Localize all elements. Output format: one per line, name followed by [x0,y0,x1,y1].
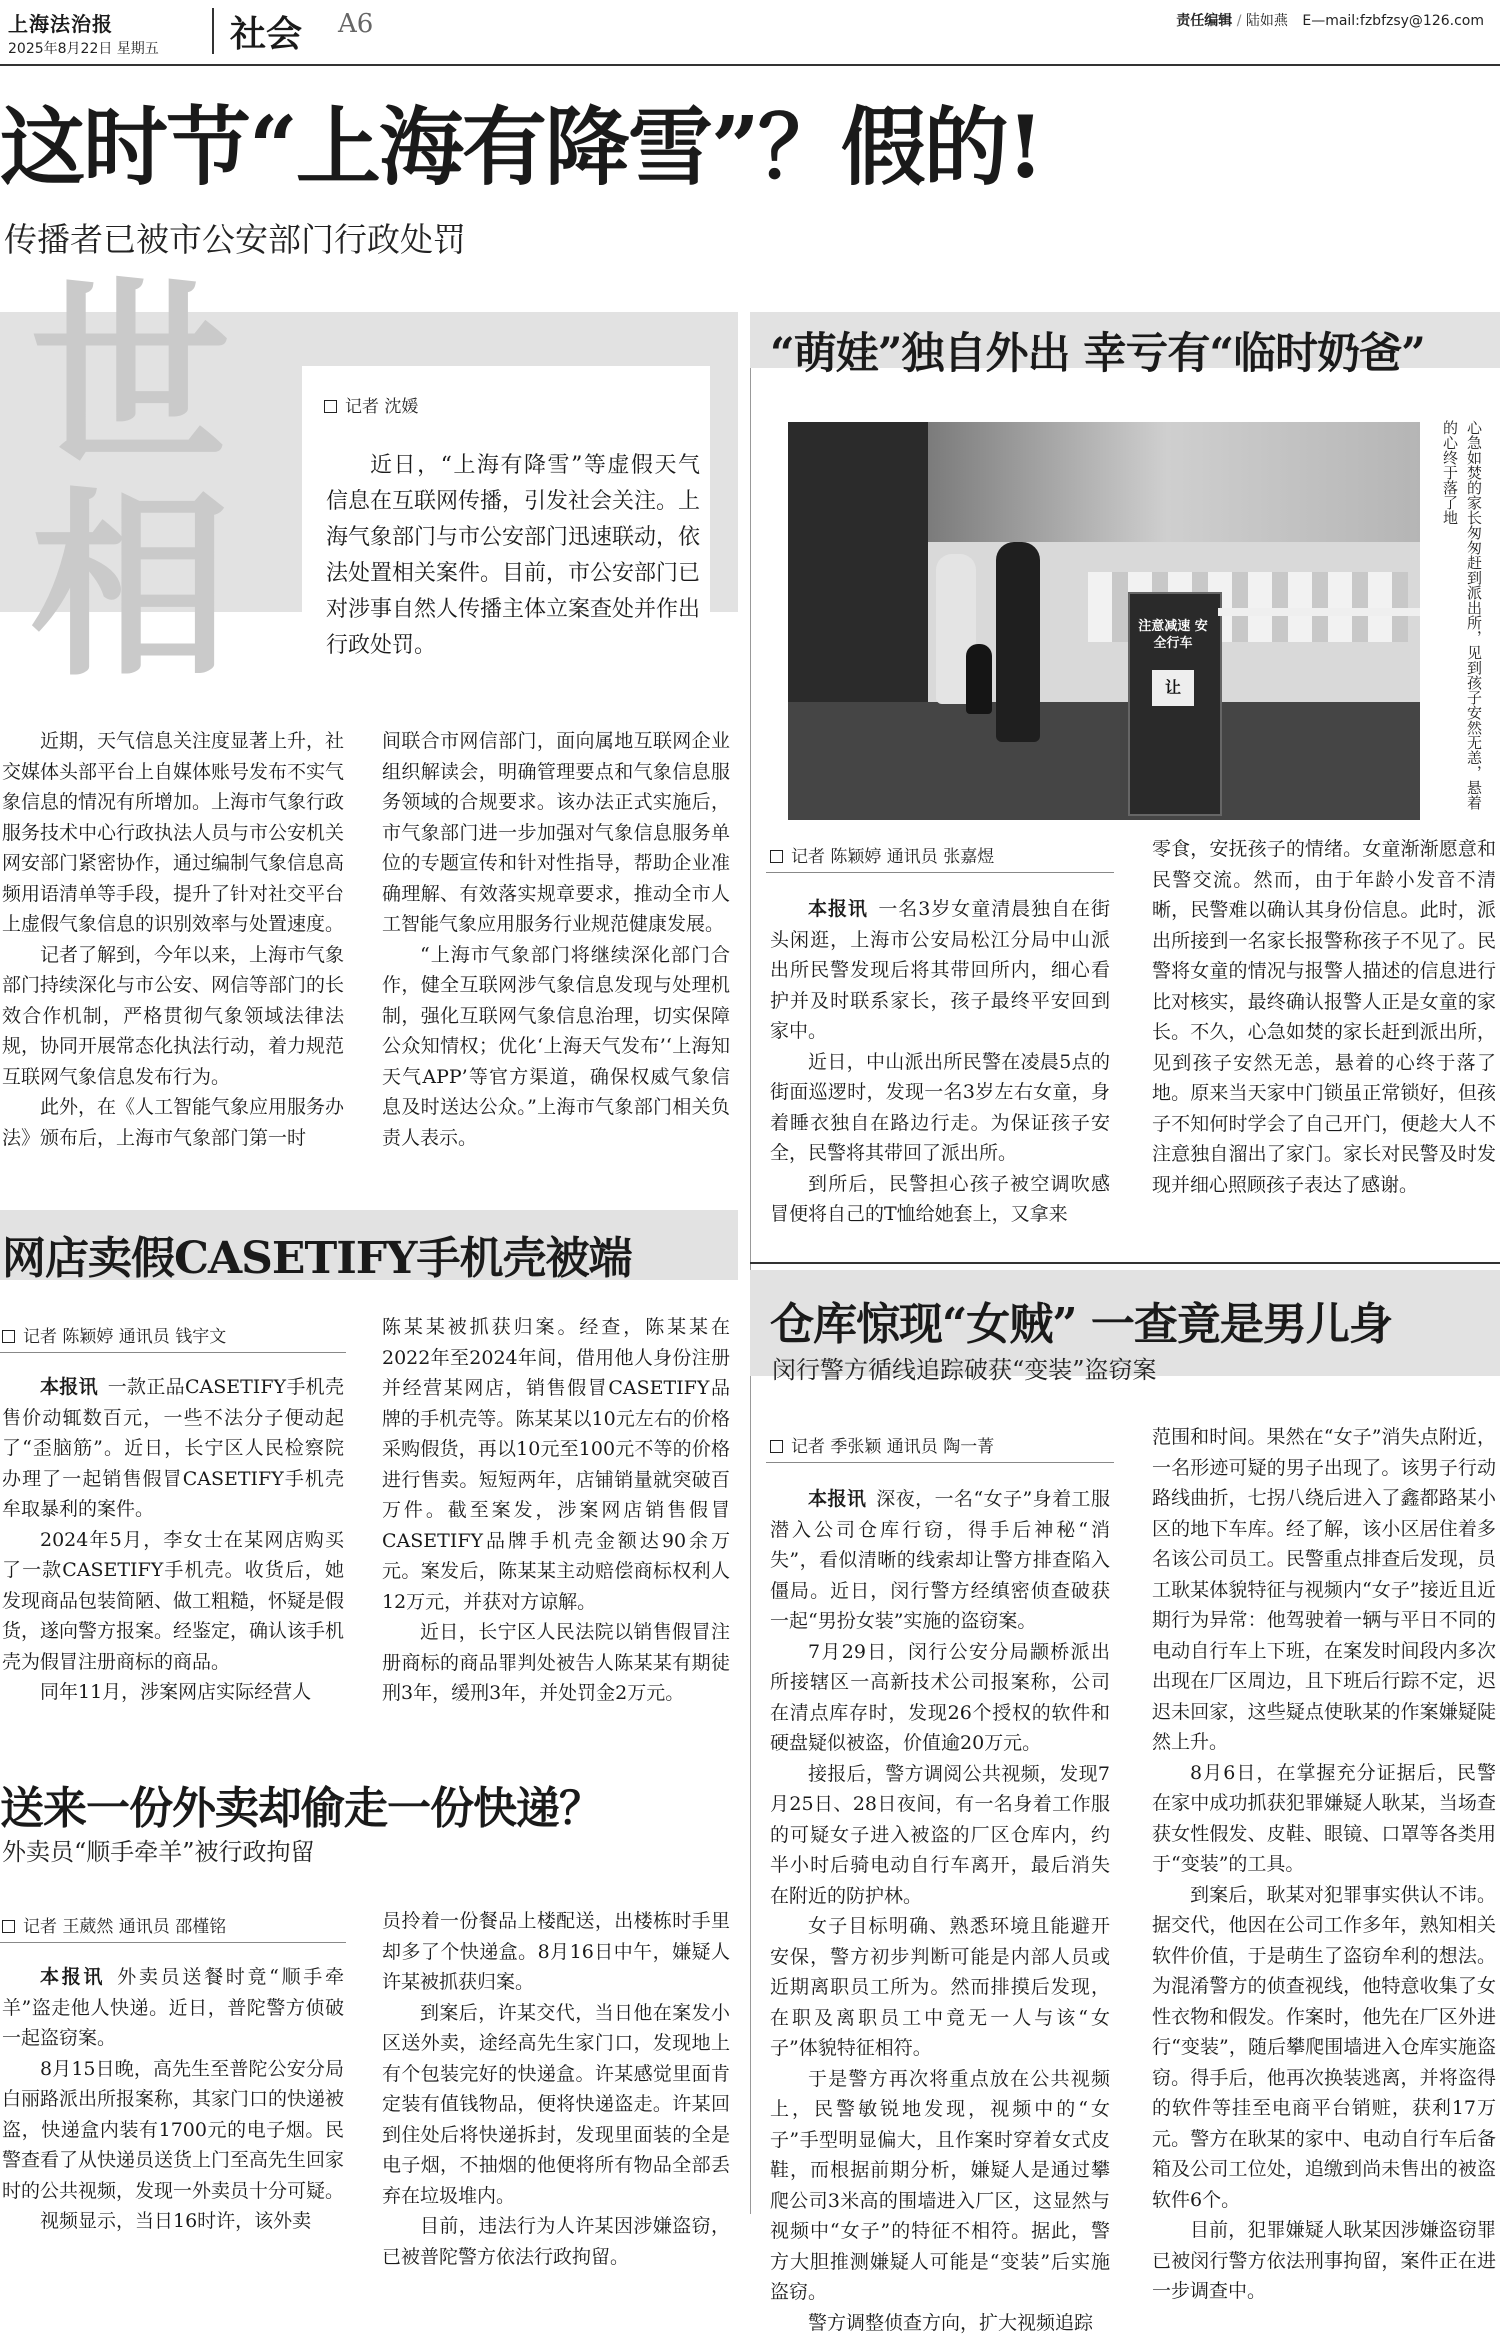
photo-barrier-arm [1218,608,1420,616]
paragraph: 目前，犯罪嫌疑人耿某因涉嫌盗窃罪已被闵行警方依法刑事拘留，案件正在进一步调查中。 [1152,2215,1496,2307]
article3-col1 [2,1372,344,1708]
lede-label: 本报讯 [40,1376,98,1398]
paragraph: 间联合市网信部门，面向属地互联网企业组织解读会，明确管理要点和气象信息服务领域的合规要求。该办法正式实施后，市气象部门进一步加强对气象信息服务单位的专题宣传和针对性指导，帮助企业准确理解、有效落实规章要求，推动全市人工智能气象应用服务行业规范健康发展。 [382,726,730,940]
paragraph: 到所后，民警担心孩子被空调吹感冒便将自己的T恤给她套上，又拿来 [770,1169,1110,1230]
byline-box-icon [2,1920,15,1933]
section-name: 社会 [230,6,302,57]
article4-col1 [770,1484,1110,2338]
byline-box-icon [2,1330,15,1343]
article2-title: “萌娃”独自外出 幸亏有“临时奶爸” [770,320,1425,381]
paragraph: 于是警方再次将重点放在公共视频上，民警敏锐地发现，视频中的“女子”手型明显偏大，且作案时穿着女式皮鞋，而根据前期分析，嫌疑人是通过攀爬公司3米高的围墙进入厂区，这显然与视频中“女子”的特征不相符。据此，警方大胆推测嫌疑人可能是“变装”后实施盗窃。 [770,2064,1110,2308]
byline-rule [766,872,1114,873]
article3-col2 [382,1312,730,1709]
editor-name: 陆如燕 [1246,13,1288,29]
paragraph: 此外，在《人工智能气象应用服务办法》颁布后，上海市气象部门第一时 [2,1092,344,1153]
article4-byline: 记者 季张颖 通讯员 陶一菁 [770,1432,994,1457]
paragraph: 女子目标明确、熟悉环境且能避开安保，警方初步判断可能是内部人员或近期离职员工所为。然而排摸后发现，在职及离职员工中竟无一人与该“女子”体貌特征相符。 [770,1911,1110,2064]
section-rule [750,1262,1500,1264]
article2-col2 [1152,834,1496,1200]
page-number: A6 [338,9,373,39]
paragraph: 零食，安抚孩子的情绪。女童渐渐愿意和民警交流。然而，由于年龄小发音不清晰，民警难以确认其身份信息。此时，派出所接到一名家长报警称孩子不见了。民警将女童的情况与报警人描述的信息进行比对核实，最终确认报警人正是女童的家长。不久，心急如焚的家长赶到派出所，见到孩子安然无恙，悬着的心终于落了地。原来当天家中门锁虽正常锁好，但孩子不知何时学会了自己开门，便趁大人不注意独自溜出了家门。家长对民警及时发现并细心照顾孩子表达了感谢。 [1152,834,1496,1200]
paragraph: 本报讯 深夜，一名“女子”身着工服潜入公司仓库行窃，得手后神秘“消失”，看似清晰的线索却让警方排查陷入僵局。近日，闵行警方经缜密侦查破获一起“男扮女装”实施的盗窃案。 [770,1484,1110,1637]
paragraph: 本报讯 一名3岁女童清晨独自在街头闲逛，上海市公安局松江分局中山派出所民警发现后将其带回所内，细心看护并及时联系家长，孩子最终平安回到家中。 [770,894,1110,1047]
paragraph: 陈某某被抓获归案。经查，陈某某在2022年至2024年间，借用他人身份注册并经营某网店，销售假冒CASETIFY品牌的手机壳等。陈某某以10元左右的价格采购假货，再以10元至100元不等的价格进行售卖。短短两年，店铺销量就突破百万件。截至案发，涉案网店销售假冒CASETIFY品牌手机壳金额达90余万元。案发后，陈某某主动赔偿商标权利人12万元，并获对方谅解。 [382,1312,730,1617]
paragraph: 8月15日晚，高先生至普陀公安分局白丽路派出所报案称，其家门口的快递被盗，快递盒内装有1700元的电子烟。民警查看了从快递员送货上门至高先生回家时的公共视频，发现一外卖员十分可疑。 [2,2054,344,2207]
article1-byline: 记者 沈媛 [324,392,418,417]
paragraph: 视频显示，当日16时许，该外卖 [2,2206,344,2237]
byline-box-icon [770,1440,783,1453]
lede-label: 本报讯 [808,898,868,920]
photo-ground [788,702,1420,820]
paragraph: 近日，长宁区人民法院以销售假冒注册商标的商品罪判处被告人陈某某有期徒刑3年，缓刑3年，并处罚金2万元。 [382,1617,730,1709]
paragraph: 7月29日，闵行公安分局颛桥派出所接辖区一高新技术公司报案称，公司在清点库存时，发现26个授权的软件和硬盘疑似被盗，价值逾20万元。 [770,1637,1110,1759]
lede-label: 本报讯 [808,1488,866,1510]
editor-email: E—mail:fzbfzsy@126.com [1302,13,1484,29]
paragraph: 警方调整侦查方向，扩大视频追踪 [770,2308,1110,2338]
paragraph: 本报讯 一款正品CASETIFY手机壳售价动辄数百元，一些不法分子便动起了“歪脑筋”。近日，长宁区人民检察院办理了一起销售假冒CASETIFY手机壳牟取暴利的案件。 [2,1372,344,1525]
editor-credit: 责任编辑 / 陆如燕 E—mail:fzbfzsy@126.com [1176,10,1484,30]
article2-photo-caption: 心急如焚的家长匆匆赶到派出所，见到孩子安然无恙，悬着的心终于落了地 [1432,420,1486,820]
article5-title: 送来一份外卖却偷走一份快递？ [0,1772,602,1836]
article5-subtitle: 外卖员“顺手牵羊”被行政拘留 [2,1832,315,1867]
paragraph: 记者了解到，今年以来，上海市气象部门持续深化与市公安、网信等部门的长效合作机制，严格贯彻气象领域法律法规，协同开展常态化执法行动，着力规范互联网气象信息发布行为。 [2,940,344,1093]
article3-byline: 记者 陈颖婷 通讯员 钱宇文 [2,1322,226,1347]
paragraph: “上海市气象部门将继续深化部门合作，健全互联网涉气象信息发现与处理机制，强化互联网气象信息治理，切实保障公众知情权；优化‘上海天气发布’‘上海知天气APP’等官方渠道，确保权威气象信息及时送达公众。”上海市气象部门相关负责人表示。 [382,940,730,1154]
article3-title: 网店卖假CASETIFY手机壳被端 [2,1222,631,1286]
paragraph: 目前，违法行为人许某因涉嫌盗窃，已被普陀警方依法行政拘留。 [382,2211,730,2272]
paragraph: 近日，中山派出所民警在凌晨5点的街面巡逻时，发现一名3岁左右女童，身着睡衣独自在路边行走。为保证孩子安全，民警将其带回了派出所。 [770,1047,1110,1169]
photo-yield-sign: 让 [1152,670,1194,706]
article2-col1 [770,894,1110,1230]
photo-child [966,644,992,714]
article1-col2 [382,726,730,1153]
paragraph: 范围和时间。果然在“女子”消失点附近，一名形迹可疑的男子出现了。该男子行动路线曲折，七拐八绕后进入了鑫都路某小区的地下车库。经了解，该小区居住着多名该公司员工。民警重点排查后发现，员工耿某体貌特征与视频内“女子”接近且近期行为异常：他驾驶着一辆与平日不同的电动自行车上下班，在案发时间段内多次出现在厂区周边，且下班后行踪不定，迟迟未回家，这些疑点使耿某的作案嫌疑陡然上升。 [1152,1422,1496,1758]
article1-subtitle: 传播者已被市公安部门行政处罚 [4,214,466,261]
paragraph: 接报后，警方调阅公共视频，发现7月25日、28日夜间，有一名身着工作服的可疑女子进入被盗的厂区仓库内，约半小时后骑电动自行车离开，最后消失在附近的防护林。 [770,1759,1110,1912]
article1-col1 [2,726,344,1153]
paragraph: 本报讯 外卖员送餐时竟“顺手牵羊”盗走他人快递。近日，普陀警方侦破一起盗窃案。 [2,1962,344,2054]
masthead-divider [212,8,214,54]
article4-title: 仓库惊现“女贼” 一查竟是男儿身 [770,1288,1392,1352]
byline-box-icon [770,850,783,863]
article1-lede: 近日，“上海有降雪”等虚假天气信息在互联网传播，引发社会关注。上海气象部门与市公安部门迅速联动，依法处置相关案件。目前，市公安部门已对涉事自然人传播主体立案查处并作出行政处罚。 [326,448,700,664]
byline-rule [0,1352,346,1353]
byline-rule [0,1942,346,1943]
article4-subtitle: 闵行警方循线追踪破获“变装”盗窃案 [772,1350,1157,1385]
article4-col2 [1152,1422,1496,2307]
paragraph: 同年11月，涉案网店实际经营人 [2,1677,344,1708]
photo-person-adult [996,542,1040,742]
byline-rule [766,1462,1114,1463]
paragraph: 2024年5月，李女士在某网店购买了一款CASETIFY手机壳。收货后，她发现商品包装简陋、做工粗糙，怀疑是假货，遂向警方报案。经鉴定，确认该手机壳为假冒注册商标的商品。 [2,1525,344,1678]
article1-watermark: 世相 [30,272,270,692]
paragraph: 8月6日，在掌握充分证据后，民警在家中成功抓获犯罪嫌疑人耿某，当场查获女性假发、皮鞋、眼镜、口罩等各类用于“变装”的工具。 [1152,1758,1496,1880]
paragraph: 到案后，耿某对犯罪事实供认不讳。据交代，他因在公司工作多年，熟知相关软件价值，于是萌生了盗窃牟利的想法。为混淆警方的侦查视线，他特意收集了女性衣物和假发。作案时，他先在厂区外进行“变装”，随后攀爬围墙进入仓库实施盗窃。得手后，他再次换装逃离，并将盗得的软件等挂至电商平台销赃，获利17万元。警方在耿某的家中、电动自行车后备箱及公司工位处，追缴到尚未售出的被盗软件6个。 [1152,1880,1496,2216]
article2-byline: 记者 陈颖婷 通讯员 张嘉煜 [770,842,994,867]
issue-date: 2025年8月22日 星期五 [8,38,159,58]
paragraph: 近期，天气信息关注度显著上升，社交媒体头部平台上自媒体账号发布不实气象信息的情况有所增加。上海市气象行政服务技术中心行政执法人员与市公安机关网安部门紧密协作，通过编制气象信息高频用语清单等手段，提升了针对社交平台上虚假气象信息的识别效率与处置速度。 [2,726,344,940]
paragraph: 员拎着一份餐品上楼配送，出楼栋时手里却多了个快递盒。8月16日中午，嫌疑人许某被抓获归案。 [382,1906,730,1998]
editor-label: 责任编辑 [1176,13,1232,29]
masthead-rule [0,64,1500,66]
byline-box-icon [324,400,337,413]
newspaper-logo: 上海法治报 [8,8,113,37]
article5-col1 [2,1962,344,2237]
article5-col2 [382,1906,730,2272]
paragraph: 到案后，许某交代，当日他在案发小区送外卖，途经高先生家门口，发现地上有个包装完好的快递盒。许某感觉里面肯定装有值钱物品，便将快递盗走。许某回到住处后将快递拆封，发现里面装的全是电子烟，不抽烟的他便将所有物品全部丢弃在垃圾堆内。 [382,1998,730,2212]
article2-photo [788,422,1420,820]
article5-byline: 记者 王葳然 通讯员 邵槿铭 [2,1912,226,1937]
article1-title: 这时节“上海有降雪”？假的! [0,106,1042,191]
lede-label: 本报讯 [40,1966,105,1988]
photo-sign: 注意减速 安全行车 [1132,618,1214,652]
